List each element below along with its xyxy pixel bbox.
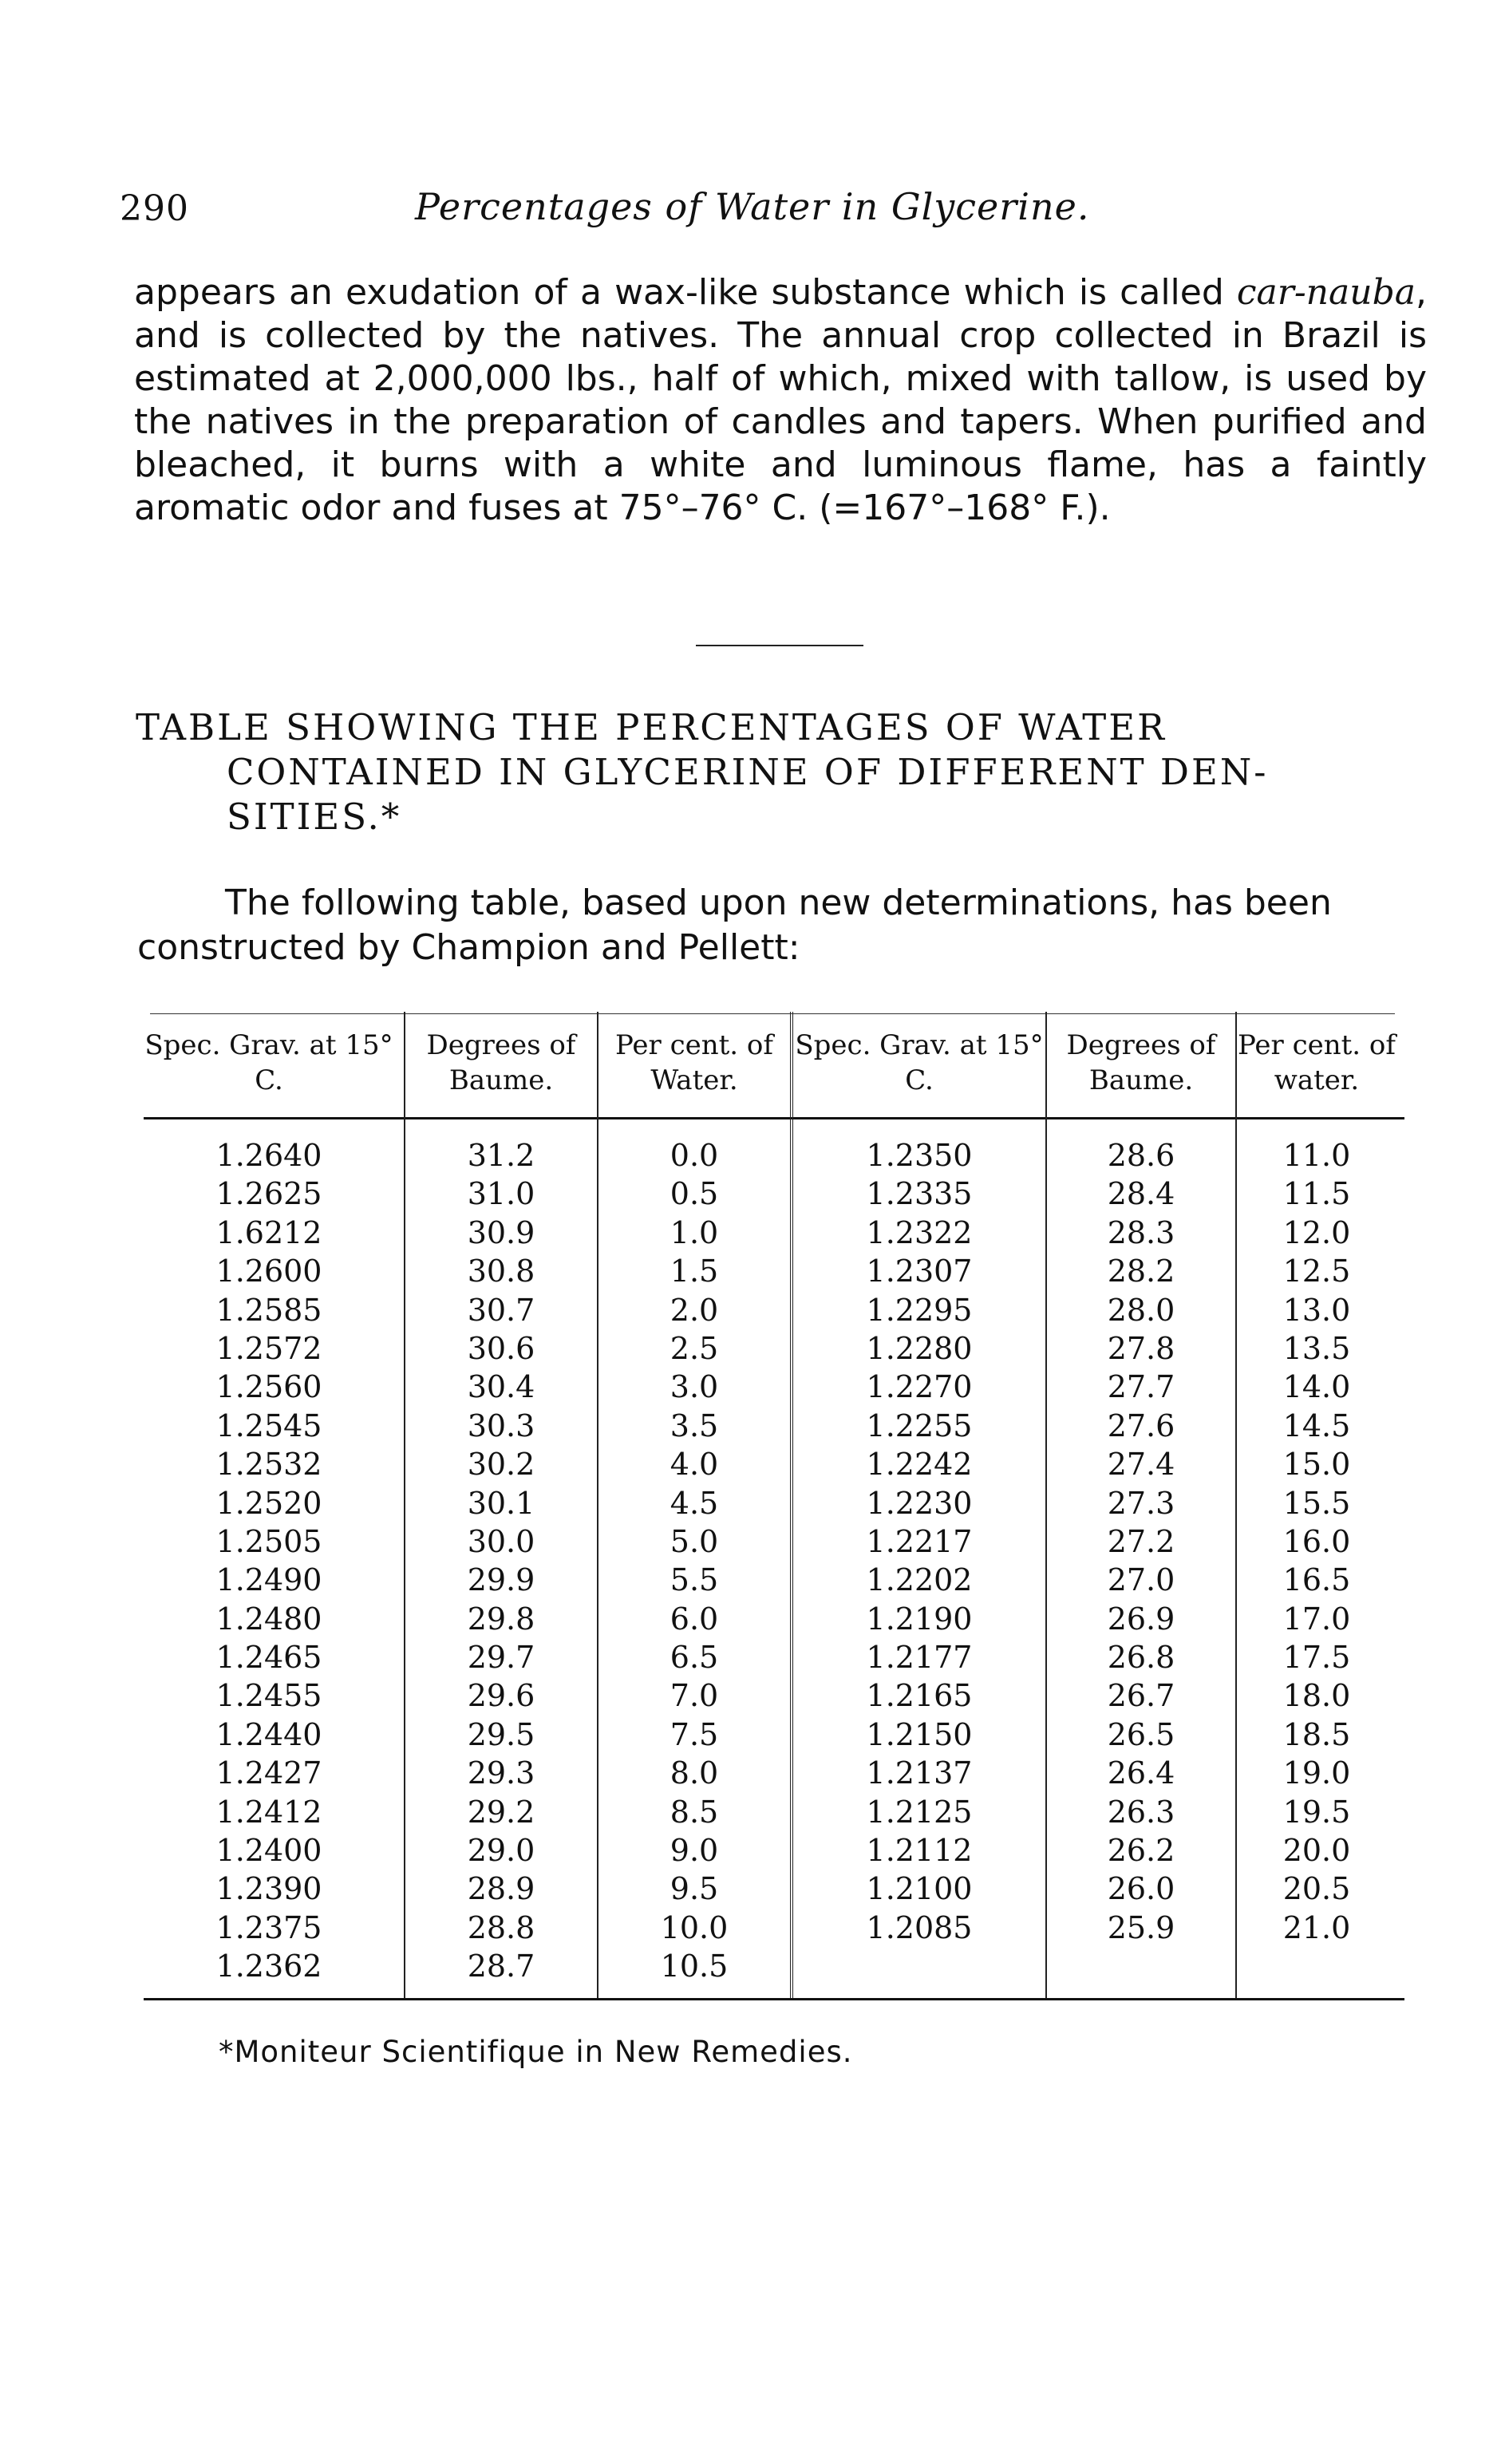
header-baume-right: Degrees of Baume. [1066, 1029, 1216, 1096]
table-cell: 20.0 [1282, 1833, 1351, 1869]
table-cell: 3.0 [670, 1369, 719, 1405]
table-cell: 1.2412 [215, 1794, 322, 1830]
table-cell: 15.5 [1282, 1485, 1351, 1521]
table-cell: 29.3 [467, 1755, 535, 1791]
water-percentage-table [134, 1012, 1419, 2012]
table-cell: 28.7 [467, 1949, 535, 1984]
table-cell: 26.0 [1107, 1871, 1175, 1907]
table-cell: 30.4 [467, 1369, 535, 1405]
table-cell: 30.7 [467, 1292, 535, 1328]
table-cell: 1.2625 [215, 1176, 322, 1212]
table-cell: 27.3 [1107, 1485, 1175, 1521]
table-cell: 26.7 [1107, 1678, 1175, 1714]
intro-text-part1: appears an exudation of a wax-like substance which is called [134, 272, 1237, 313]
table-cell: 30.3 [467, 1408, 535, 1443]
footnote: *Moniteur Scientifique in New Remedies. [219, 2035, 853, 2069]
table-cell: 28.9 [467, 1871, 535, 1907]
table-cell: 1.2440 [215, 1716, 322, 1752]
table-title-line-1: TABLE SHOWING THE PERCENTAGES OF WATER [136, 706, 1167, 748]
table-cell: 0.0 [670, 1138, 719, 1173]
table-title-line-3: SITIES.* [227, 796, 402, 838]
table-cell: 25.9 [1107, 1909, 1175, 1945]
table-cell: 29.2 [467, 1794, 535, 1830]
table-cell: 1.5 [670, 1254, 719, 1289]
table-cell: 26.3 [1107, 1794, 1175, 1830]
table-cell: 5.5 [670, 1562, 719, 1598]
table-cell: 1.2400 [215, 1833, 322, 1869]
page-number: 290 [120, 188, 189, 229]
table-cell: 29.8 [467, 1601, 535, 1637]
table-cell: 27.0 [1107, 1562, 1175, 1598]
table-cell: 29.0 [467, 1833, 535, 1869]
table-header-rule [144, 1117, 1404, 1119]
lead-paragraph: The following table, based upon new determinations, has been constructed by Champion and Pellett: [137, 883, 1332, 968]
header-water-right: Per cent. of water. [1238, 1029, 1396, 1096]
table-cell: 1.2532 [215, 1447, 322, 1483]
table-cell: 2.0 [670, 1292, 719, 1328]
table-cell: 14.5 [1282, 1408, 1351, 1443]
table-cell: 29.5 [467, 1716, 535, 1752]
table-cell: 1.2335 [866, 1176, 973, 1212]
table-cell: 1.2600 [215, 1254, 322, 1289]
running-title: Percentages of Water in Glycerine. [415, 185, 1090, 228]
table-bottom-rule [144, 1998, 1404, 2000]
table-cell: 26.2 [1107, 1833, 1175, 1869]
table-cell: 1.2490 [215, 1562, 322, 1598]
table-cell: 1.2230 [866, 1485, 973, 1521]
table-cell: 18.5 [1282, 1716, 1351, 1752]
table-cell: 3.5 [670, 1408, 719, 1443]
table-title [136, 705, 1428, 839]
table-cell: 1.2295 [866, 1292, 973, 1328]
table-cell: 1.2165 [866, 1678, 973, 1714]
table-cell: 1.2350 [866, 1138, 973, 1173]
table-cell: 31.2 [467, 1138, 535, 1173]
table-cell: 26.4 [1107, 1755, 1175, 1791]
table-cell: 20.5 [1282, 1871, 1351, 1907]
table-cell: 27.4 [1107, 1447, 1175, 1483]
table-cell: 30.2 [467, 1447, 535, 1483]
table-cell: 31.0 [467, 1176, 535, 1212]
table-cell: 1.2190 [866, 1601, 973, 1637]
table-cell: 0.5 [670, 1176, 719, 1212]
column-spec-grav-left [134, 1136, 404, 1986]
column-baume-left [405, 1136, 597, 1986]
table-cell: 7.5 [670, 1716, 719, 1752]
table-cell: 21.0 [1282, 1909, 1351, 1945]
intro-paragraph [134, 271, 1427, 530]
table-cell: 1.0 [670, 1214, 719, 1250]
table-cell: 11.5 [1282, 1176, 1351, 1212]
table-cell: 30.6 [467, 1330, 535, 1366]
table-cell: 14.0 [1282, 1369, 1351, 1405]
table-cell: 12.5 [1282, 1254, 1351, 1289]
table-cell: 13.0 [1282, 1292, 1351, 1328]
table-cell: 1.2322 [866, 1214, 973, 1250]
table-cell: 30.8 [467, 1254, 535, 1289]
table-cell: 1.2505 [215, 1523, 322, 1559]
table-cell: 1.2455 [215, 1678, 322, 1714]
column-baume-right [1047, 1136, 1235, 1947]
table-cell: 28.6 [1107, 1138, 1175, 1173]
table-cell: 1.2255 [866, 1408, 973, 1443]
table-cell: 28.3 [1107, 1214, 1175, 1250]
table-cell: 1.2280 [866, 1330, 973, 1366]
intro-italic-term: car-nauba [1236, 272, 1416, 313]
table-cell: 16.5 [1282, 1562, 1351, 1598]
table-cell: 1.2465 [215, 1640, 322, 1676]
table-cell: 27.6 [1107, 1408, 1175, 1443]
table-cell: 9.5 [670, 1871, 719, 1907]
table-cell: 1.2150 [866, 1716, 973, 1752]
table-cell: 26.8 [1107, 1640, 1175, 1676]
table-cell: 28.2 [1107, 1254, 1175, 1289]
table-cell: 30.9 [467, 1214, 535, 1250]
table-cell: 27.2 [1107, 1523, 1175, 1559]
column-spec-grav-right [793, 1136, 1045, 1947]
column-water-left [598, 1136, 790, 1986]
table-cell: 1.2217 [866, 1523, 973, 1559]
table-cell: 1.2242 [866, 1447, 973, 1483]
table-cell: 30.1 [467, 1485, 535, 1521]
table-cell: 1.2137 [866, 1755, 973, 1791]
header-spec-grav-right: Spec. Grav. at 15° C. [795, 1029, 1044, 1096]
table-cell: 1.2202 [866, 1562, 973, 1598]
table-cell: 26.5 [1107, 1716, 1175, 1752]
header-spec-grav-left: Spec. Grav. at 15° C. [144, 1029, 393, 1096]
table-cell: 1.2520 [215, 1485, 322, 1521]
table-top-rule [150, 1013, 1395, 1014]
table-cell: 30.0 [467, 1523, 535, 1559]
table-cell: 1.2100 [866, 1871, 973, 1907]
table-cell: 6.0 [670, 1601, 719, 1637]
table-cell: 10.0 [660, 1909, 729, 1945]
header-water-left: Per cent. of Water. [615, 1029, 773, 1096]
table-cell: 8.5 [670, 1794, 719, 1830]
table-cell: 15.0 [1282, 1447, 1351, 1483]
table-cell: 12.0 [1282, 1214, 1351, 1250]
table-cell: 1.2640 [215, 1138, 322, 1173]
table-cell: 27.7 [1107, 1369, 1175, 1405]
table-cell: 1.2585 [215, 1292, 322, 1328]
table-cell: 11.0 [1282, 1138, 1351, 1173]
header-baume-left: Degrees of Baume. [426, 1029, 576, 1096]
table-cell: 1.6212 [215, 1214, 322, 1250]
table-cell: 1.2427 [215, 1755, 322, 1791]
table-cell: 28.0 [1107, 1292, 1175, 1328]
table-cell: 13.5 [1282, 1330, 1351, 1366]
section-divider [696, 645, 863, 646]
table-cell: 1.2560 [215, 1369, 322, 1405]
table-cell: 8.0 [670, 1755, 719, 1791]
table-cell: 1.2375 [215, 1909, 322, 1945]
table-cell: 5.0 [670, 1523, 719, 1559]
table-cell: 2.5 [670, 1330, 719, 1366]
table-cell: 1.2545 [215, 1408, 322, 1443]
table-cell: 1.2572 [215, 1330, 322, 1366]
table-cell: 1.2480 [215, 1601, 322, 1637]
table-cell: 27.8 [1107, 1330, 1175, 1366]
table-cell: 1.2125 [866, 1794, 973, 1830]
table-cell: 16.0 [1282, 1523, 1351, 1559]
table-cell: 29.9 [467, 1562, 535, 1598]
intro-text-part2: , and is collected by the natives. The annual crop collected in Brazil is estimated at 2,000,000 lbs., half of which, mixed with tallow, is used by the natives in the preparation of candles and tapers. When purified and bleached, it burns with a white and luminous flame, has a faintly aromatic odor and fuses at 75°–76° C. (=167°–168° F.). [134, 272, 1427, 528]
table-cell: 1.2112 [866, 1833, 973, 1869]
table-cell: 9.0 [670, 1833, 719, 1869]
table-cell: 28.8 [467, 1909, 535, 1945]
column-water-right [1237, 1136, 1396, 1947]
table-cell: 19.0 [1282, 1755, 1351, 1791]
table-cell: 6.5 [670, 1640, 719, 1676]
table-cell: 18.0 [1282, 1678, 1351, 1714]
table-cell: 1.2362 [215, 1949, 322, 1984]
table-cell: 28.4 [1107, 1176, 1175, 1212]
table-title-line-2: CONTAINED IN GLYCERINE OF DIFFERENT DEN- [227, 751, 1269, 793]
table-cell: 10.5 [660, 1949, 729, 1984]
table-cell: 1.2177 [866, 1640, 973, 1676]
table-cell: 4.5 [670, 1485, 719, 1521]
table-cell: 19.5 [1282, 1794, 1351, 1830]
table-cell: 17.5 [1282, 1640, 1351, 1676]
table-cell: 1.2085 [866, 1909, 973, 1945]
table-cell: 7.0 [670, 1678, 719, 1714]
table-cell: 1.2307 [866, 1254, 973, 1289]
table-cell: 29.7 [467, 1640, 535, 1676]
table-cell: 1.2270 [866, 1369, 973, 1405]
table-cell: 29.6 [467, 1678, 535, 1714]
table-cell: 1.2390 [215, 1871, 322, 1907]
table-cell: 26.9 [1107, 1601, 1175, 1637]
table-cell: 4.0 [670, 1447, 719, 1483]
table-cell: 17.0 [1282, 1601, 1351, 1637]
